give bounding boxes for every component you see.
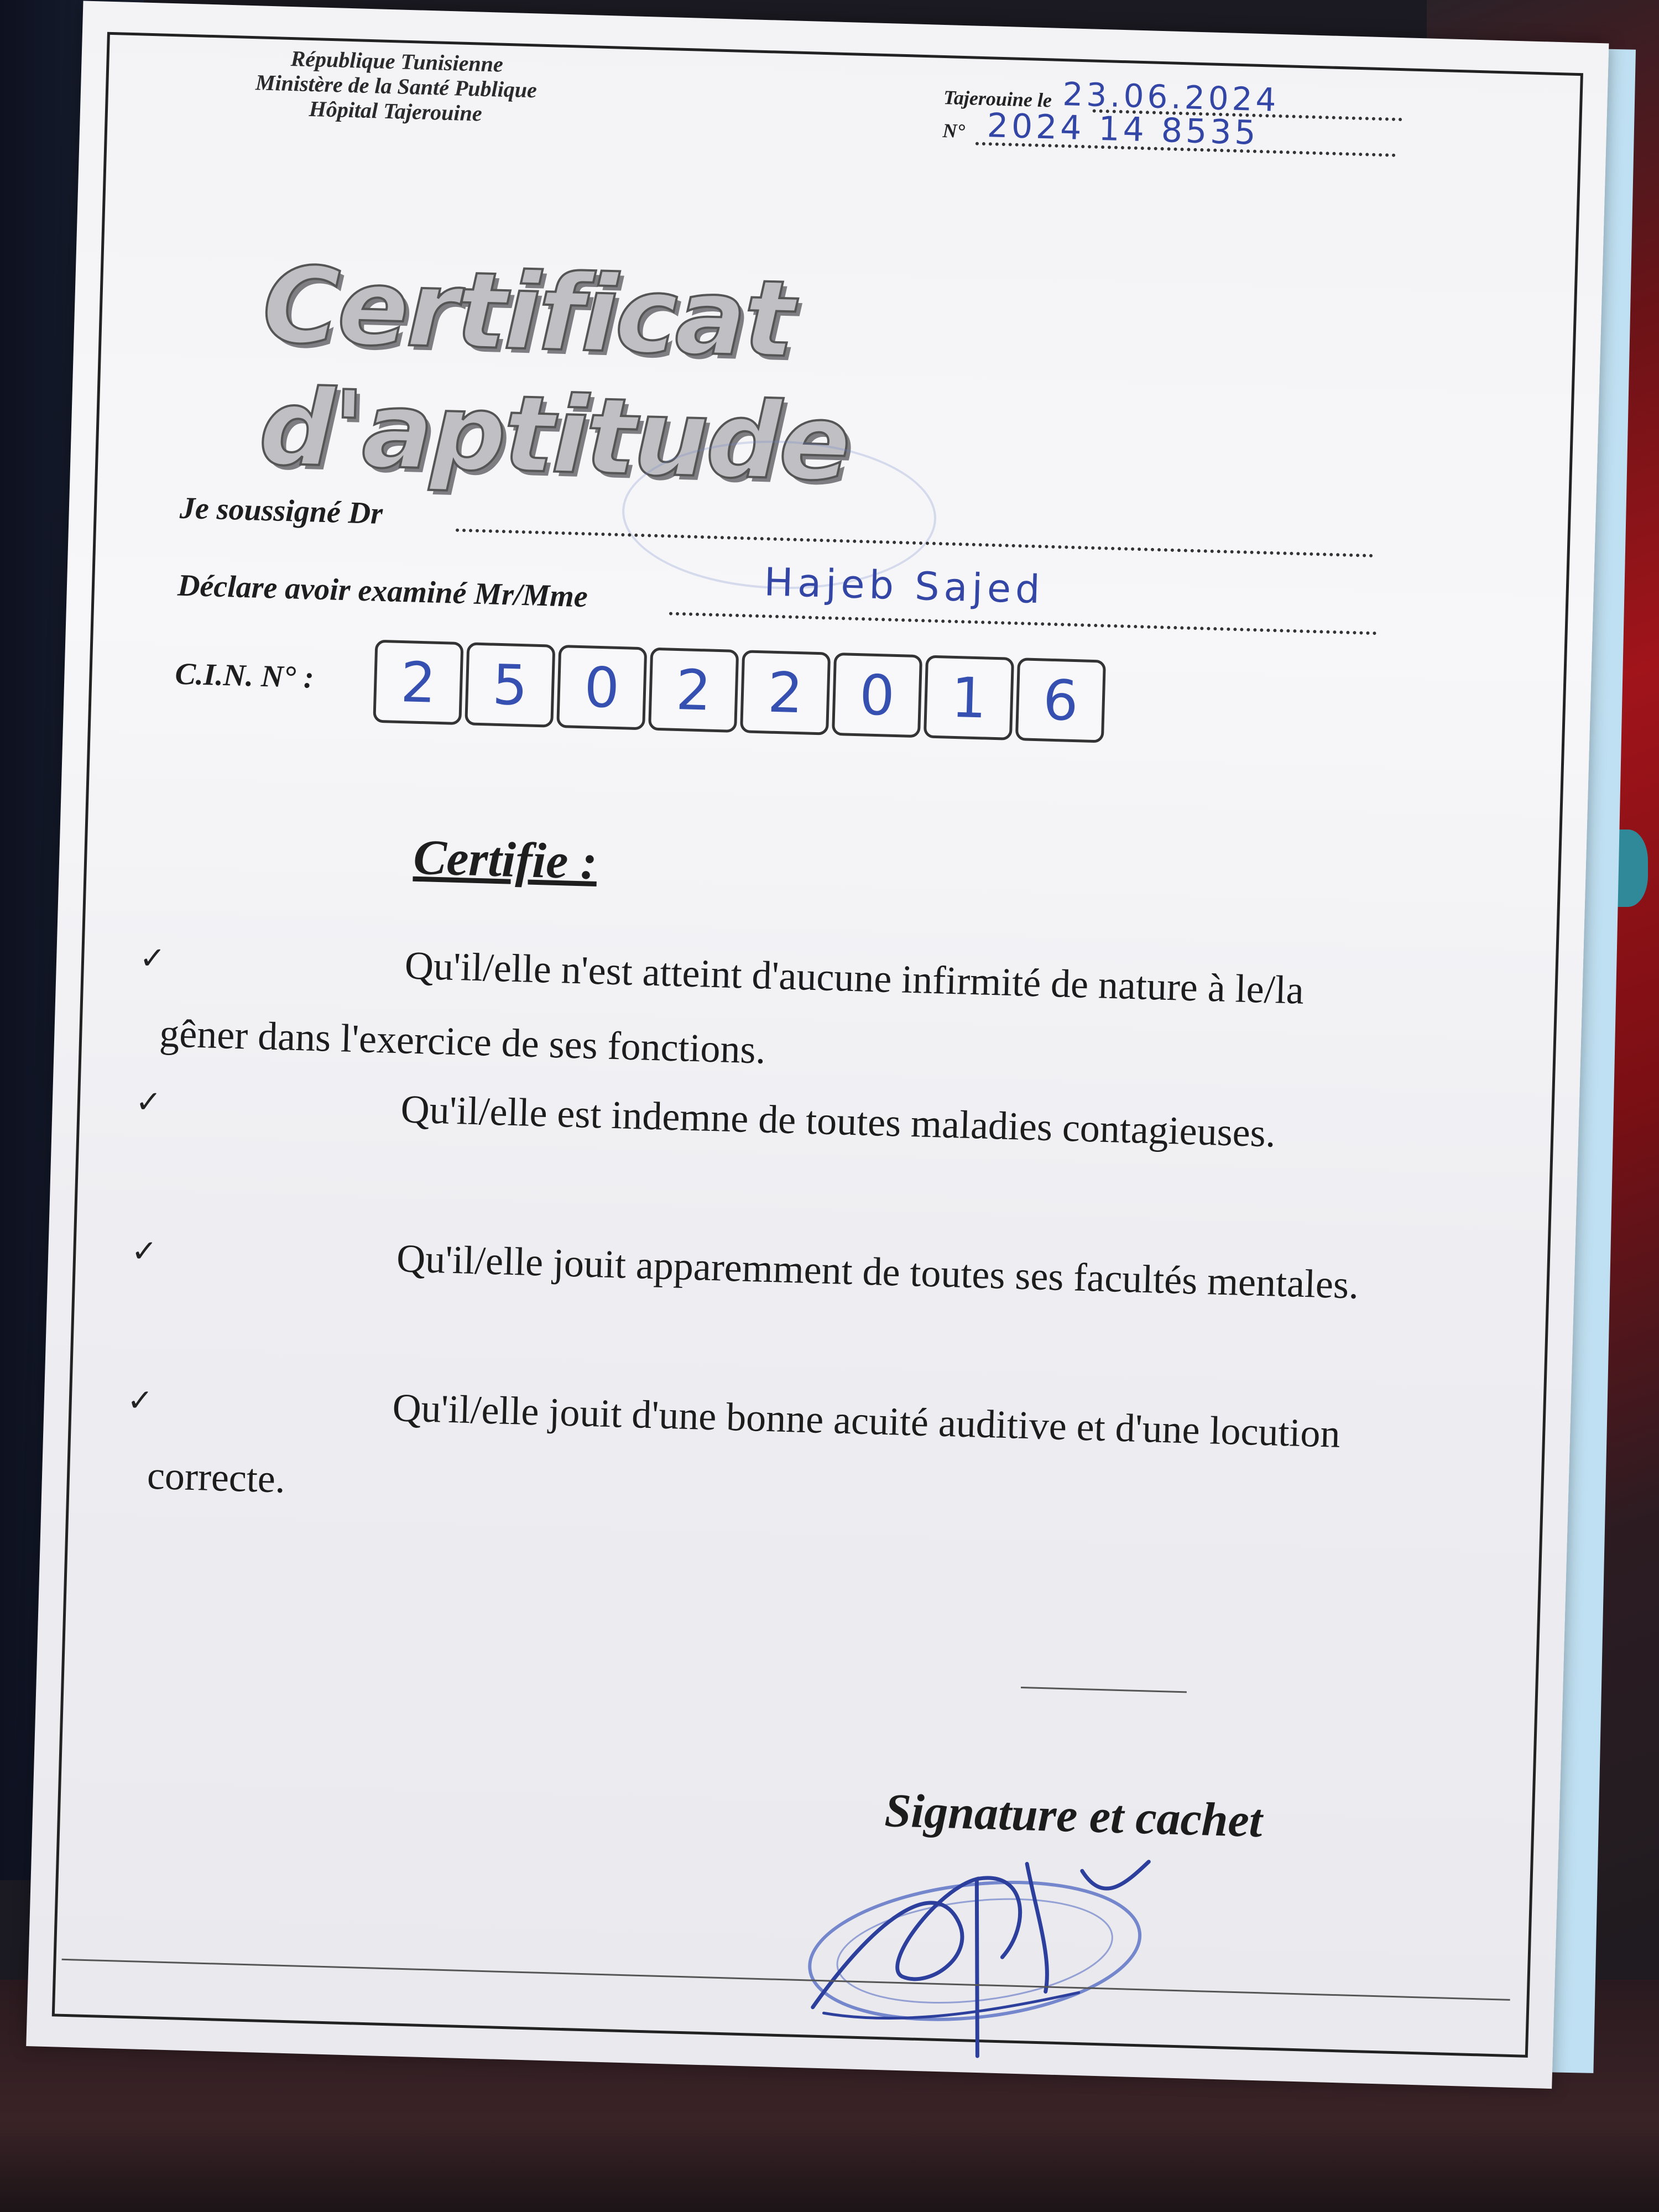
certificate-paper	[26, 1, 1609, 2089]
checkmark-icon: ✓	[139, 940, 166, 977]
header-ministry: Ministère de la Santé Publique	[255, 70, 538, 103]
cin-digit-box: 2	[740, 650, 831, 735]
number-label: N°	[942, 119, 966, 143]
signature-label: Signature et cachet	[884, 1783, 1264, 1848]
cin-digit-box: 5	[465, 642, 555, 727]
checkmark-icon: ✓	[135, 1083, 162, 1121]
cin-digit-box: 2	[373, 640, 463, 725]
cin-label: C.I.N. N° :	[174, 656, 315, 695]
checkmark-icon: ✓	[131, 1233, 158, 1270]
handwritten-number: 2024 14 8535	[986, 106, 1260, 153]
cin-digit-box: 6	[1015, 658, 1106, 743]
cin-digit-box: 2	[648, 648, 739, 733]
handwritten-patient-name: Hajeb Sajed	[763, 559, 1045, 613]
cin-digit-box: 1	[924, 655, 1014, 740]
certification-text: Qu'il/elle jouit d'une bonne acuité auditive et d'une locution correcte.	[147, 1385, 1341, 1501]
certification-text: Qu'il/elle n'est atteint d'aucune infirmité de nature à le/la gêner dans l'exercice de ses fonctions.	[159, 943, 1305, 1072]
signature-and-stamp	[789, 1841, 1215, 2085]
document-title: Certificat d'aptitude	[258, 243, 851, 505]
place-date-label: Tajerouine le	[943, 86, 1052, 112]
header-hospital: Hôpital Tajerouine	[309, 96, 483, 126]
cin-digit-box: 0	[556, 645, 647, 730]
header-country: République Tunisienne	[290, 45, 504, 77]
certification-text: Qu'il/elle est indemne de toutes maladies contagieuses.	[400, 1087, 1276, 1156]
certification-text: Qu'il/elle jouit apparemment de toutes ses facultés mentales.	[396, 1236, 1360, 1307]
doctor-label: Je soussigné Dr	[179, 491, 383, 531]
certifie-heading: Certifie :	[413, 830, 598, 890]
cin-digit-box: 0	[832, 653, 922, 738]
checkmark-icon: ✓	[127, 1382, 154, 1419]
handwritten-date: 23.06.2024	[1062, 75, 1280, 119]
patient-label: Déclare avoir examiné Mr/Mme	[177, 568, 588, 614]
